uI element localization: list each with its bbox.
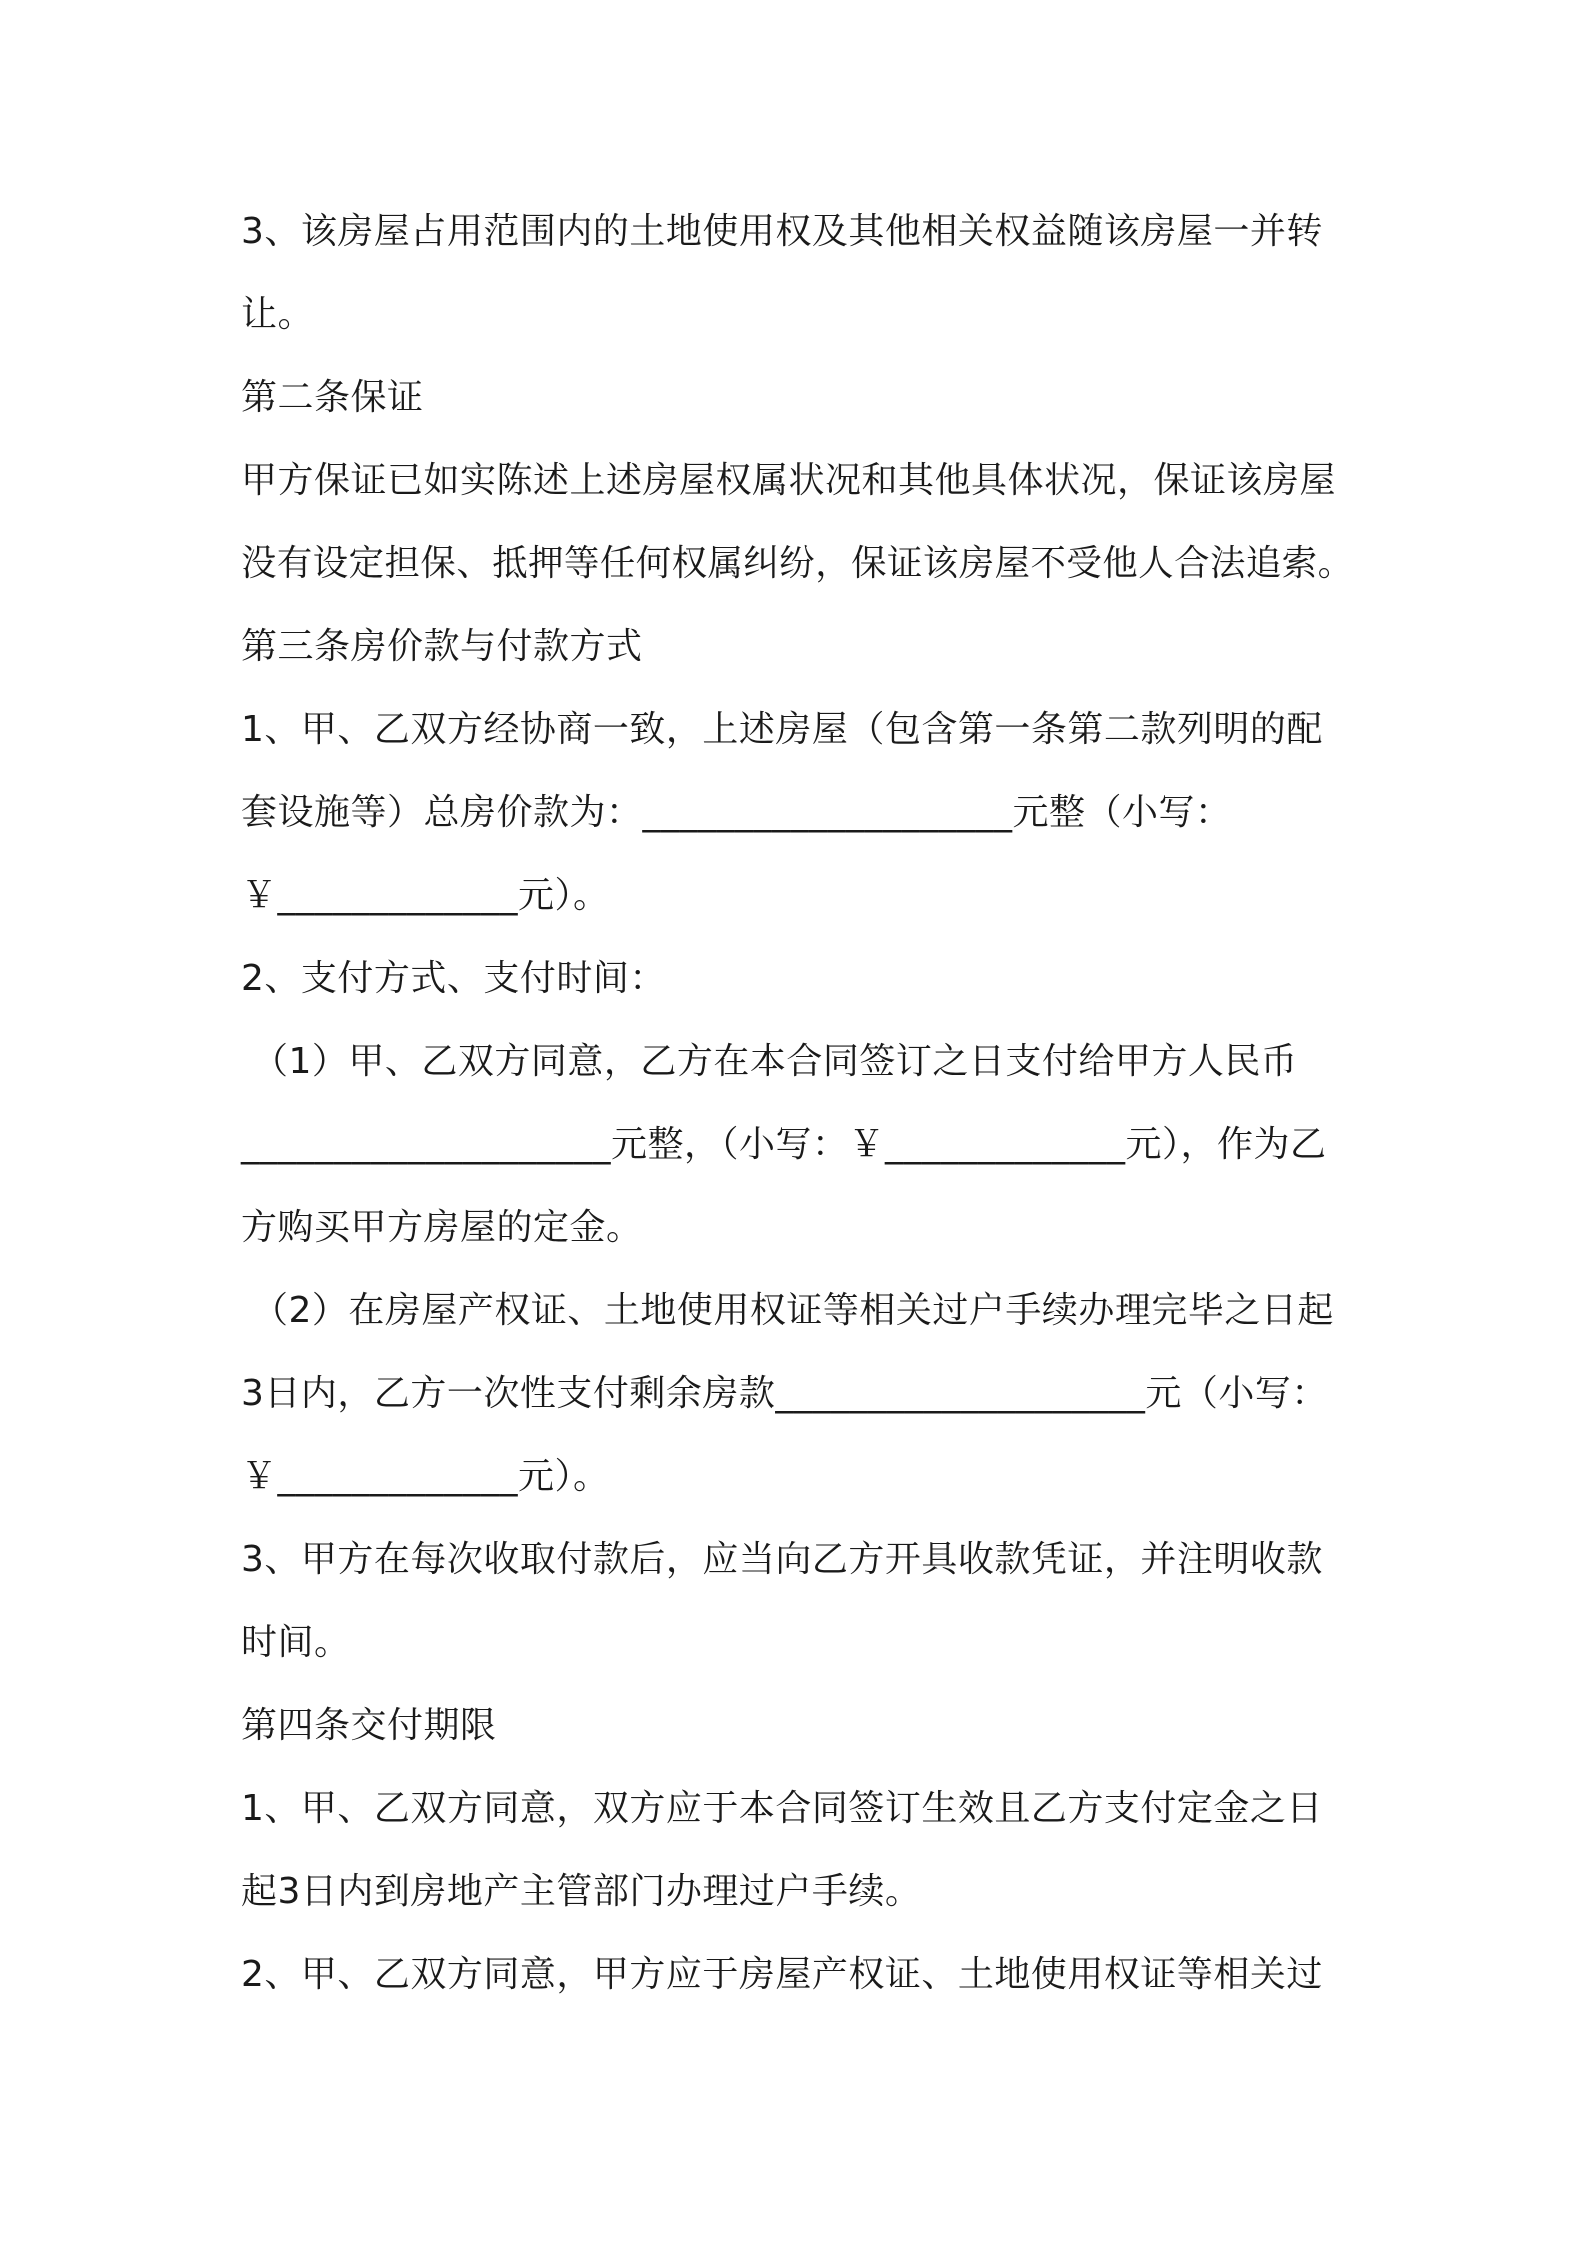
- text-line: 方购买甲方房屋的定金。: [241, 1207, 643, 1248]
- text-line: （1）甲、乙双方同意，乙方在本合同签订之日支付给甲方人民币: [252, 1041, 1298, 1082]
- text-line: 没有设定担保、抵押等任何权属纠纷，保证该房屋不受他人合法追索。: [241, 543, 1354, 584]
- text-line: ____________________元整，（小写：￥_____________元），作为乙: [241, 1124, 1327, 1165]
- text-line: 3、甲方在每次收取付款后，应当向乙方开具收款凭证，并注明收款: [241, 1539, 1323, 1580]
- text-line: 1、甲、乙双方经协商一致，上述房屋（包含第一条第二款列明的配: [241, 709, 1323, 750]
- text-line: 套设施等）总房价款为：____________________元整（小写：: [241, 792, 1232, 833]
- text-line: 让。: [241, 294, 315, 335]
- text-line: 起3日内到房地产主管部门办理过户手续。: [241, 1871, 922, 1912]
- text-line: 2、支付方式、支付时间：: [241, 958, 666, 999]
- section-heading: 第二条保证: [241, 377, 424, 418]
- section-heading: 第四条交付期限: [241, 1705, 497, 1746]
- text-line: 时间。: [241, 1622, 351, 1663]
- section-heading: 第三条房价款与付款方式: [241, 626, 643, 667]
- text-line: 1、甲、乙双方同意，双方应于本合同签订生效且乙方支付定金之日: [241, 1788, 1323, 1829]
- text-line: ￥_____________元）。: [241, 875, 610, 916]
- text-line: 3日内，乙方一次性支付剩余房款____________________元（小写：: [241, 1373, 1328, 1414]
- text-line: ￥_____________元）。: [241, 1456, 610, 1497]
- text-line: 3、该房屋占用范围内的土地使用权及其他相关权益随该房屋一并转: [241, 211, 1323, 252]
- text-line: 2、甲、乙双方同意，甲方应于房屋产权证、土地使用权证等相关过: [241, 1954, 1323, 1995]
- text-line: （2）在房屋产权证、土地使用权证等相关过户手续办理完毕之日起: [252, 1290, 1334, 1331]
- text-line: 甲方保证已如实陈述上述房屋权属状况和其他具体状况，保证该房屋: [241, 460, 1337, 501]
